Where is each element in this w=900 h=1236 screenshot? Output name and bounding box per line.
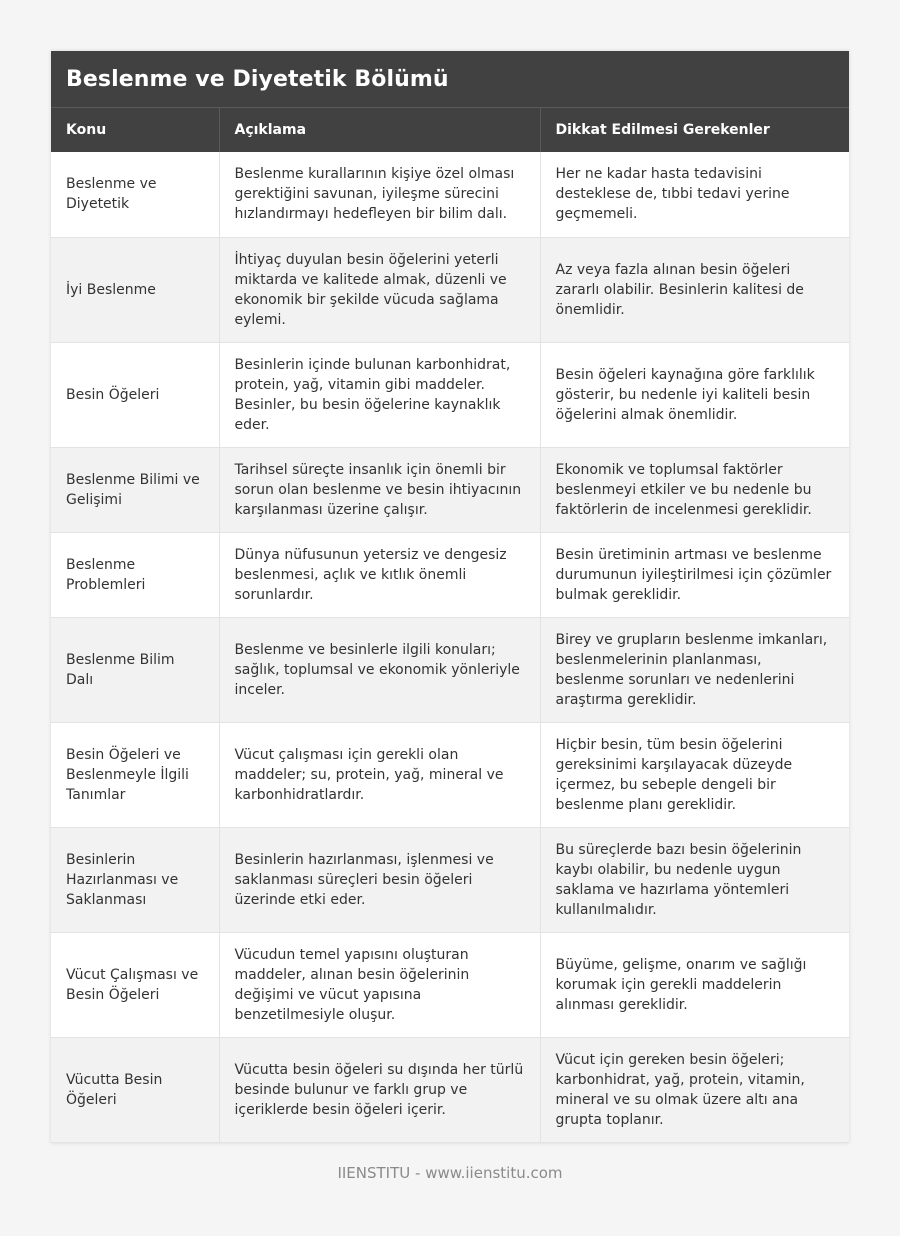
cell-aciklama: Besinlerin hazırlanması, işlenmesi ve saklanması süreçleri besin öğeleri üzerinde etki eder. (219, 827, 540, 932)
cell-dikkat: Vücut için gereken besin öğeleri; karbonhidrat, yağ, protein, vitamin, mineral ve su olmak üzere altı ana grupta toplanır. (540, 1037, 849, 1142)
cell-konu: Beslenme Problemleri (51, 532, 219, 617)
column-header-aciklama: Açıklama (219, 108, 540, 152)
footer-credit: IIENSTITU - www.iienstitu.com (337, 1164, 563, 1182)
table-row (51, 342, 849, 447)
cell-dikkat: Besin öğeleri kaynağına göre farklılık gösterir, bu nedenle iyi kaliteli besin öğelerini almak önemlidir. (540, 342, 849, 447)
cell-aciklama: Beslenme ve besinlerle ilgili konuları; sağlık, toplumsal ve ekonomik yönleriyle inceler. (219, 617, 540, 722)
cell-aciklama: Tarihsel süreçte insanlık için önemli bir sorun olan beslenme ve besin ihtiyacının karşılanması üzerine çalışır. (219, 447, 540, 532)
cell-dikkat: Bu süreçlerde bazı besin öğelerinin kaybı olabilir, bu nedenle uygun saklama ve hazırlama yöntemleri kullanılmalıdır. (540, 827, 849, 932)
cell-konu: Besinlerin Hazırlanması ve Saklanması (51, 827, 219, 932)
table-row (51, 447, 849, 532)
cell-aciklama: Vücut çalışması için gerekli olan maddeler; su, protein, yağ, mineral ve karbonhidratlardır. (219, 722, 540, 827)
cell-aciklama: Vücudun temel yapısını oluşturan maddeler, alınan besin öğelerinin değişimi ve vücut yapısına benzetilmesiyle oluşur. (219, 932, 540, 1037)
table-row (51, 1037, 849, 1142)
cell-dikkat: Az veya fazla alınan besin öğeleri zararlı olabilir. Besinlerin kalitesi de önemlidir. (540, 237, 849, 342)
cell-konu: Vücutta Besin Öğeleri (51, 1037, 219, 1142)
cell-dikkat: Hiçbir besin, tüm besin öğelerini gereksinimi karşılayacak düzeyde içermez, bu sebeple dengeli bir beslenme planı gereklidir. (540, 722, 849, 827)
table-row (51, 237, 849, 342)
data-table (51, 108, 849, 1143)
header-row (51, 108, 849, 152)
cell-konu: İyi Beslenme (51, 237, 219, 342)
cell-konu: Besin Öğeleri (51, 342, 219, 447)
cell-aciklama: Beslenme kurallarının kişiye özel olması gerektiğini savunan, iyileşme sürecini hızlandırmayı hedefleyen bir bilim dalı. (219, 152, 540, 237)
table-row (51, 152, 849, 237)
table-row (51, 827, 849, 932)
cell-dikkat: Büyüme, gelişme, onarım ve sağlığı korumak için gerekli maddelerin alınması gereklidir. (540, 932, 849, 1037)
cell-konu: Vücut Çalışması ve Besin Öğeleri (51, 932, 219, 1037)
cell-konu: Beslenme Bilim Dalı (51, 617, 219, 722)
title-bar (51, 51, 849, 108)
table-row (51, 932, 849, 1037)
table-row (51, 532, 849, 617)
cell-dikkat: Ekonomik ve toplumsal faktörler beslenmeyi etkiler ve bu nedenle bu faktörlerin de incelenmesi gereklidir. (540, 447, 849, 532)
column-header-konu: Konu (51, 108, 219, 152)
table-row (51, 722, 849, 827)
cell-konu: Beslenme ve Diyetetik (51, 152, 219, 237)
cell-dikkat: Her ne kadar hasta tedavisini desteklese de, tıbbi tedavi yerine geçmemeli. (540, 152, 849, 237)
page-title: Beslenme ve Diyetetik Bölümü (66, 66, 449, 92)
column-header-dikkat: Dikkat Edilmesi Gerekenler (540, 108, 849, 152)
cell-dikkat: Birey ve grupların beslenme imkanları, beslenmelerinin planlanması, beslenme sorunları ve nedenlerini araştırma gereklidir. (540, 617, 849, 722)
cell-aciklama: İhtiyaç duyulan besin öğelerini yeterli miktarda ve kalitede almak, düzenli ve ekonomik bir şekilde vücuda sağlama eylemi. (219, 237, 540, 342)
cell-dikkat: Besin üretiminin artması ve beslenme durumunun iyileştirilmesi için çözümler bulmak gereklidir. (540, 532, 849, 617)
cell-konu: Besin Öğeleri ve Beslenmeyle İlgili Tanımlar (51, 722, 219, 827)
table-row (51, 617, 849, 722)
cell-aciklama: Vücutta besin öğeleri su dışında her türlü besinde bulunur ve farklı grup ve içeriklerde besin öğeleri içerir. (219, 1037, 540, 1142)
table-card (51, 51, 849, 1143)
cell-aciklama: Besinlerin içinde bulunan karbonhidrat, protein, yağ, vitamin gibi maddeler. Besinler, bu besin öğelerine kaynaklık eder. (219, 342, 540, 447)
cell-konu: Beslenme Bilimi ve Gelişimi (51, 447, 219, 532)
cell-aciklama: Dünya nüfusunun yetersiz ve dengesiz beslenmesi, açlık ve kıtlık önemli sorunlardır. (219, 532, 540, 617)
